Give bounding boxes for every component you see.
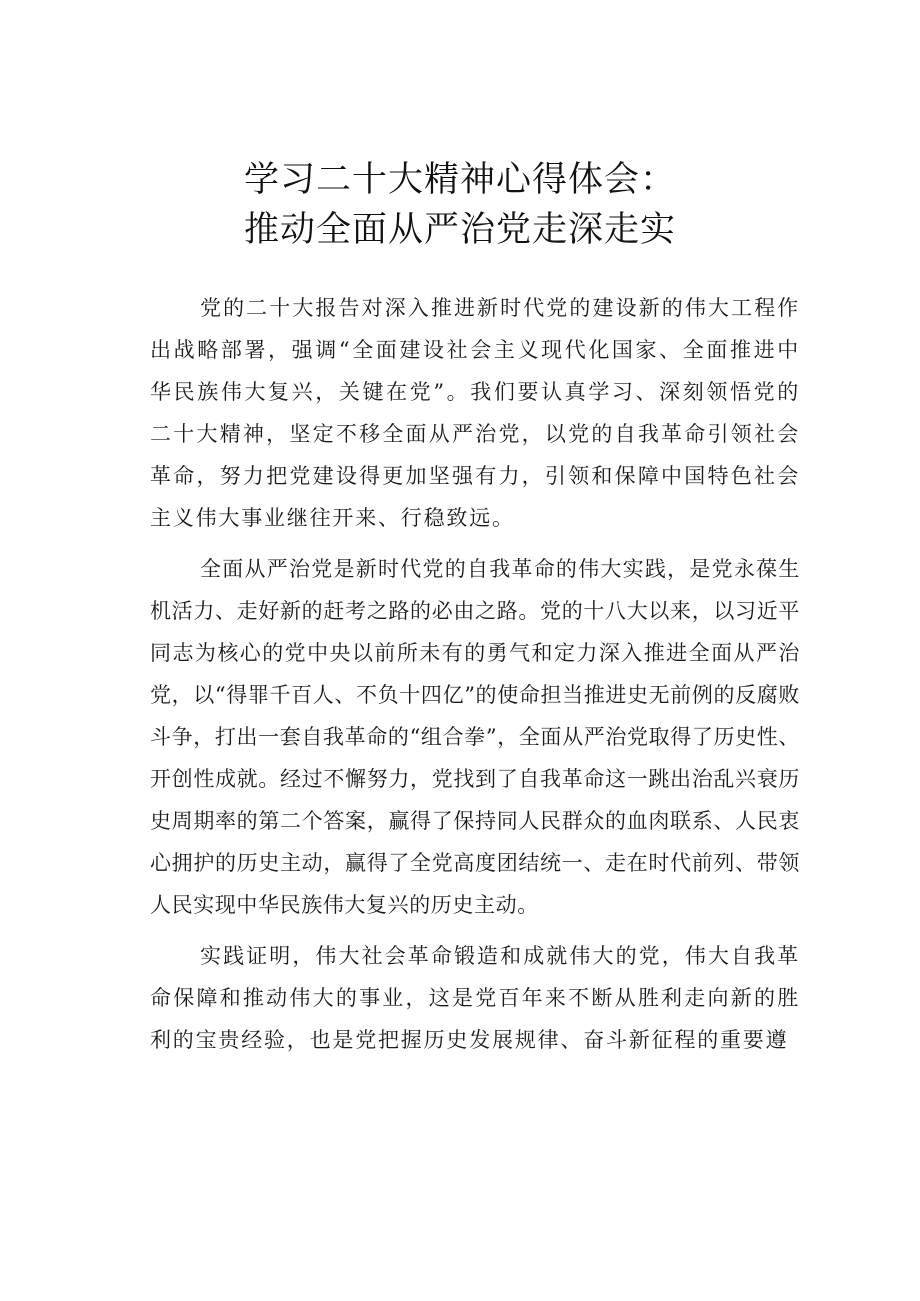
document-title — [0, 155, 920, 255]
title-line-1: 学习二十大精神心得体会： — [243, 160, 676, 200]
paragraph: 全面从严治党是新时代党的自我革命的伟大实践，是党永葆生机活力、走好新的赶考之路的必由之路。党的十八大以来，以习近平同志为核心的党中央以前所未有的勇气和定力深入推进全面从严治党，以“得罪千百人、不负十四亿”的使命担当推进史无前例的反腐败斗争，打出一套自我革命的“组合拳”，全面从严治党取得了历史性、开创性成就。经过不懈努力，党找到了自我革命这一跳出治乱兴衰历史周期率的第二个答案，赢得了保持同人民群众的血肉联系、人民衷心拥护的历史主动，赢得了全党高度团结统一、走在时代前列、带领人民实现中华民族伟大复兴的历史主动。 — [150, 557, 800, 917]
title-line-2: 推动全面从严治党走深走实 — [243, 210, 676, 250]
document-body — [150, 287, 800, 1061]
paragraph: 实践证明，伟大社会革命锻造和成就伟大的党，伟大自我革命保障和推动伟大的事业，这是党百年来不断从胜利走向新的胜利的宝贵经验，也是党把握历史发展规律、奋斗新征程的重要遵 — [150, 944, 800, 1052]
paragraph: 党的二十大报告对深入推进新时代党的建设新的伟大工程作出战略部署，强调“全面建设社会主义现代化国家、全面推进中华民族伟大复兴，关键在党”。我们要认真学习、深刻领悟党的二十大精神，坚定不移全面从严治党，以党的自我革命引领社会革命，努力把党建设得更加坚强有力，引领和保障中国特色社会主义伟大事业继往开来、行稳致远。 — [150, 296, 800, 530]
